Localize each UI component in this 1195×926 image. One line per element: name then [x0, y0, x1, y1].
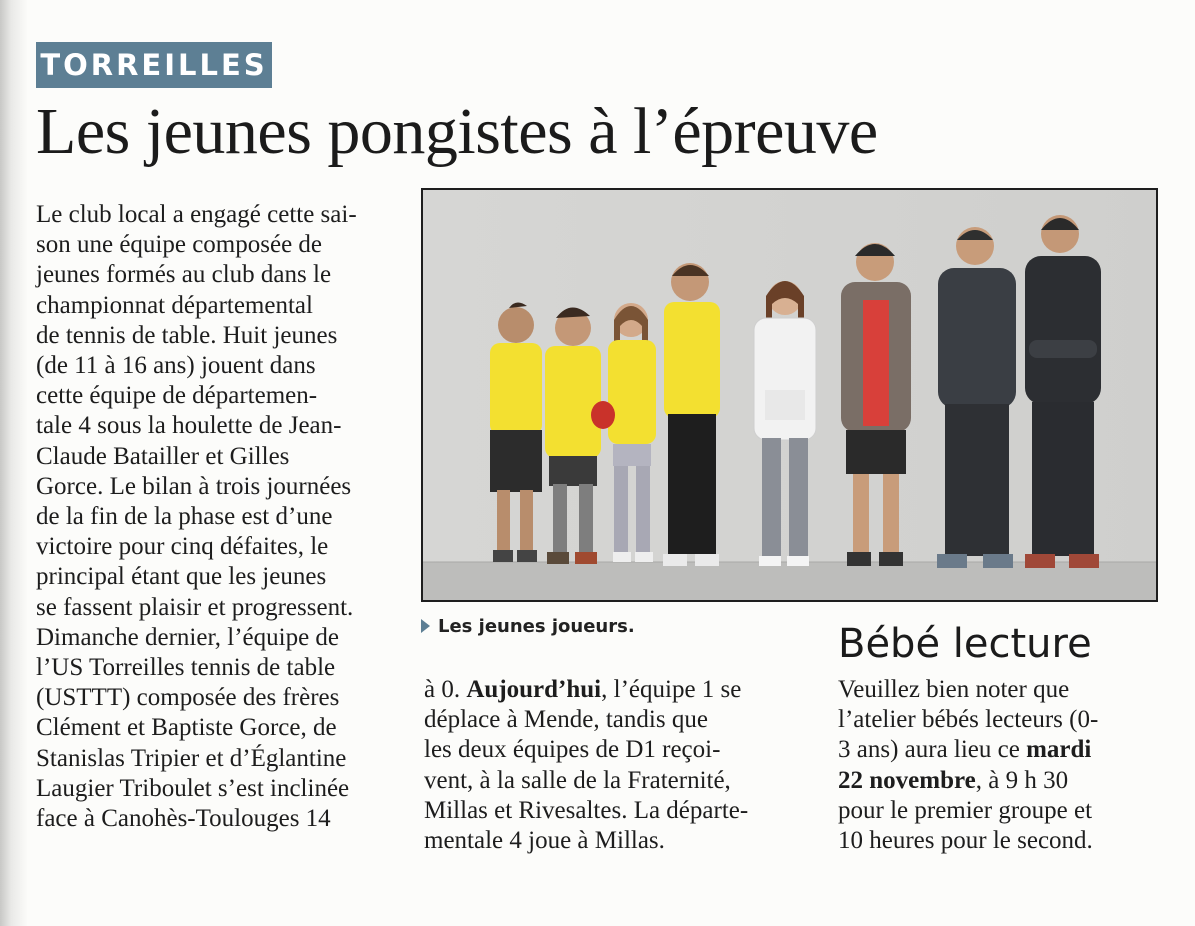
caption-arrow-icon [421, 619, 430, 633]
article-emphasis: Aujourd’hui [466, 676, 602, 703]
article-line: son une équipe composée de [36, 231, 323, 259]
article-line: (USTTT) composée des frères [36, 684, 340, 712]
article-line: principal étant que les jeunes [36, 563, 327, 591]
team-photo [421, 188, 1158, 602]
article-line: de la fin de la phase est d’une [36, 503, 333, 531]
article-line: Dimanche dernier, l’équipe de [36, 623, 340, 651]
article-line: championnat départemental [36, 291, 313, 319]
article-column-2 [424, 675, 776, 856]
article-text: à 0. [424, 676, 467, 703]
article-line: Claude Batailler et Gilles [36, 442, 290, 470]
article-line: jeunes formés au club dans le [36, 261, 332, 289]
sidebar-line: pour le premier groupe et [838, 796, 1093, 824]
player-figure [663, 263, 720, 566]
caption-text: Les jeunes joueurs. [438, 616, 635, 637]
article-line: Millas et Rivesaltes. La départe- [424, 796, 749, 824]
headline: Les jeunes pongistes à l’épreuve [36, 95, 878, 168]
article-line: vent, à la salle de la Fraternité, [424, 766, 731, 794]
scan-edge-shadow [0, 0, 28, 926]
article-line: cette équipe de départemen- [36, 382, 318, 410]
article-line: victoire pour cinq défaites, le [36, 533, 329, 561]
sidebar-line: l’atelier bébés lecteurs (0- [838, 706, 1099, 734]
team-photo-illustration [423, 190, 1156, 600]
article-line: les deux équipes de D1 reçoi- [424, 736, 721, 764]
sidebar-emphasis: 22 novembre [838, 766, 976, 794]
article-line: Gorce. Le bilan à trois journées [36, 472, 352, 500]
article-line: (de 11 à 16 ans) jouent dans [36, 352, 316, 380]
article-column-1 [36, 200, 392, 834]
article-line: mentale 4 joue à Millas. [424, 827, 665, 855]
article-line: Stanislas Tripier et d’Églantine [36, 744, 347, 772]
player-figure [1025, 215, 1101, 568]
article-line [424, 675, 776, 705]
article-line: déplace à Mende, tandis que [424, 706, 708, 734]
sidebar-emphasis: mardi [1026, 736, 1092, 764]
article-line: Le club local a engagé cette sai- [36, 201, 357, 228]
sidebar-line [838, 766, 1160, 796]
sidebar-line: Veuillez bien noter que [838, 676, 1070, 703]
sidebar-title: Bébé lecture [838, 621, 1092, 667]
article-line: l’US Torreilles tennis de table [36, 654, 336, 682]
photo-caption [421, 616, 635, 638]
article-line: de tennis de table. Huit jeunes [36, 321, 338, 349]
article-line: Laugier Triboulet s’est inclinée [36, 774, 350, 802]
sidebar-text: , à 9 h 30 [975, 766, 1069, 794]
sidebar-body [838, 675, 1160, 856]
player-figure [937, 227, 1016, 568]
article-line: face à Canohès-Toulouges 14 [36, 805, 331, 833]
section-kicker: TORREILLES [36, 42, 272, 88]
article-line: se fassent plaisir et progressent. [36, 593, 354, 621]
article-line: Clément et Baptiste Gorce, de [36, 714, 337, 742]
article-text: , l’équipe 1 se [601, 676, 742, 703]
sidebar-line: 10 heures pour le second. [838, 827, 1093, 855]
sidebar-line [838, 735, 1160, 765]
article-line: tale 4 sous la houlette de Jean- [36, 412, 342, 440]
sidebar-text: 3 ans) aura lieu ce [838, 736, 1027, 764]
